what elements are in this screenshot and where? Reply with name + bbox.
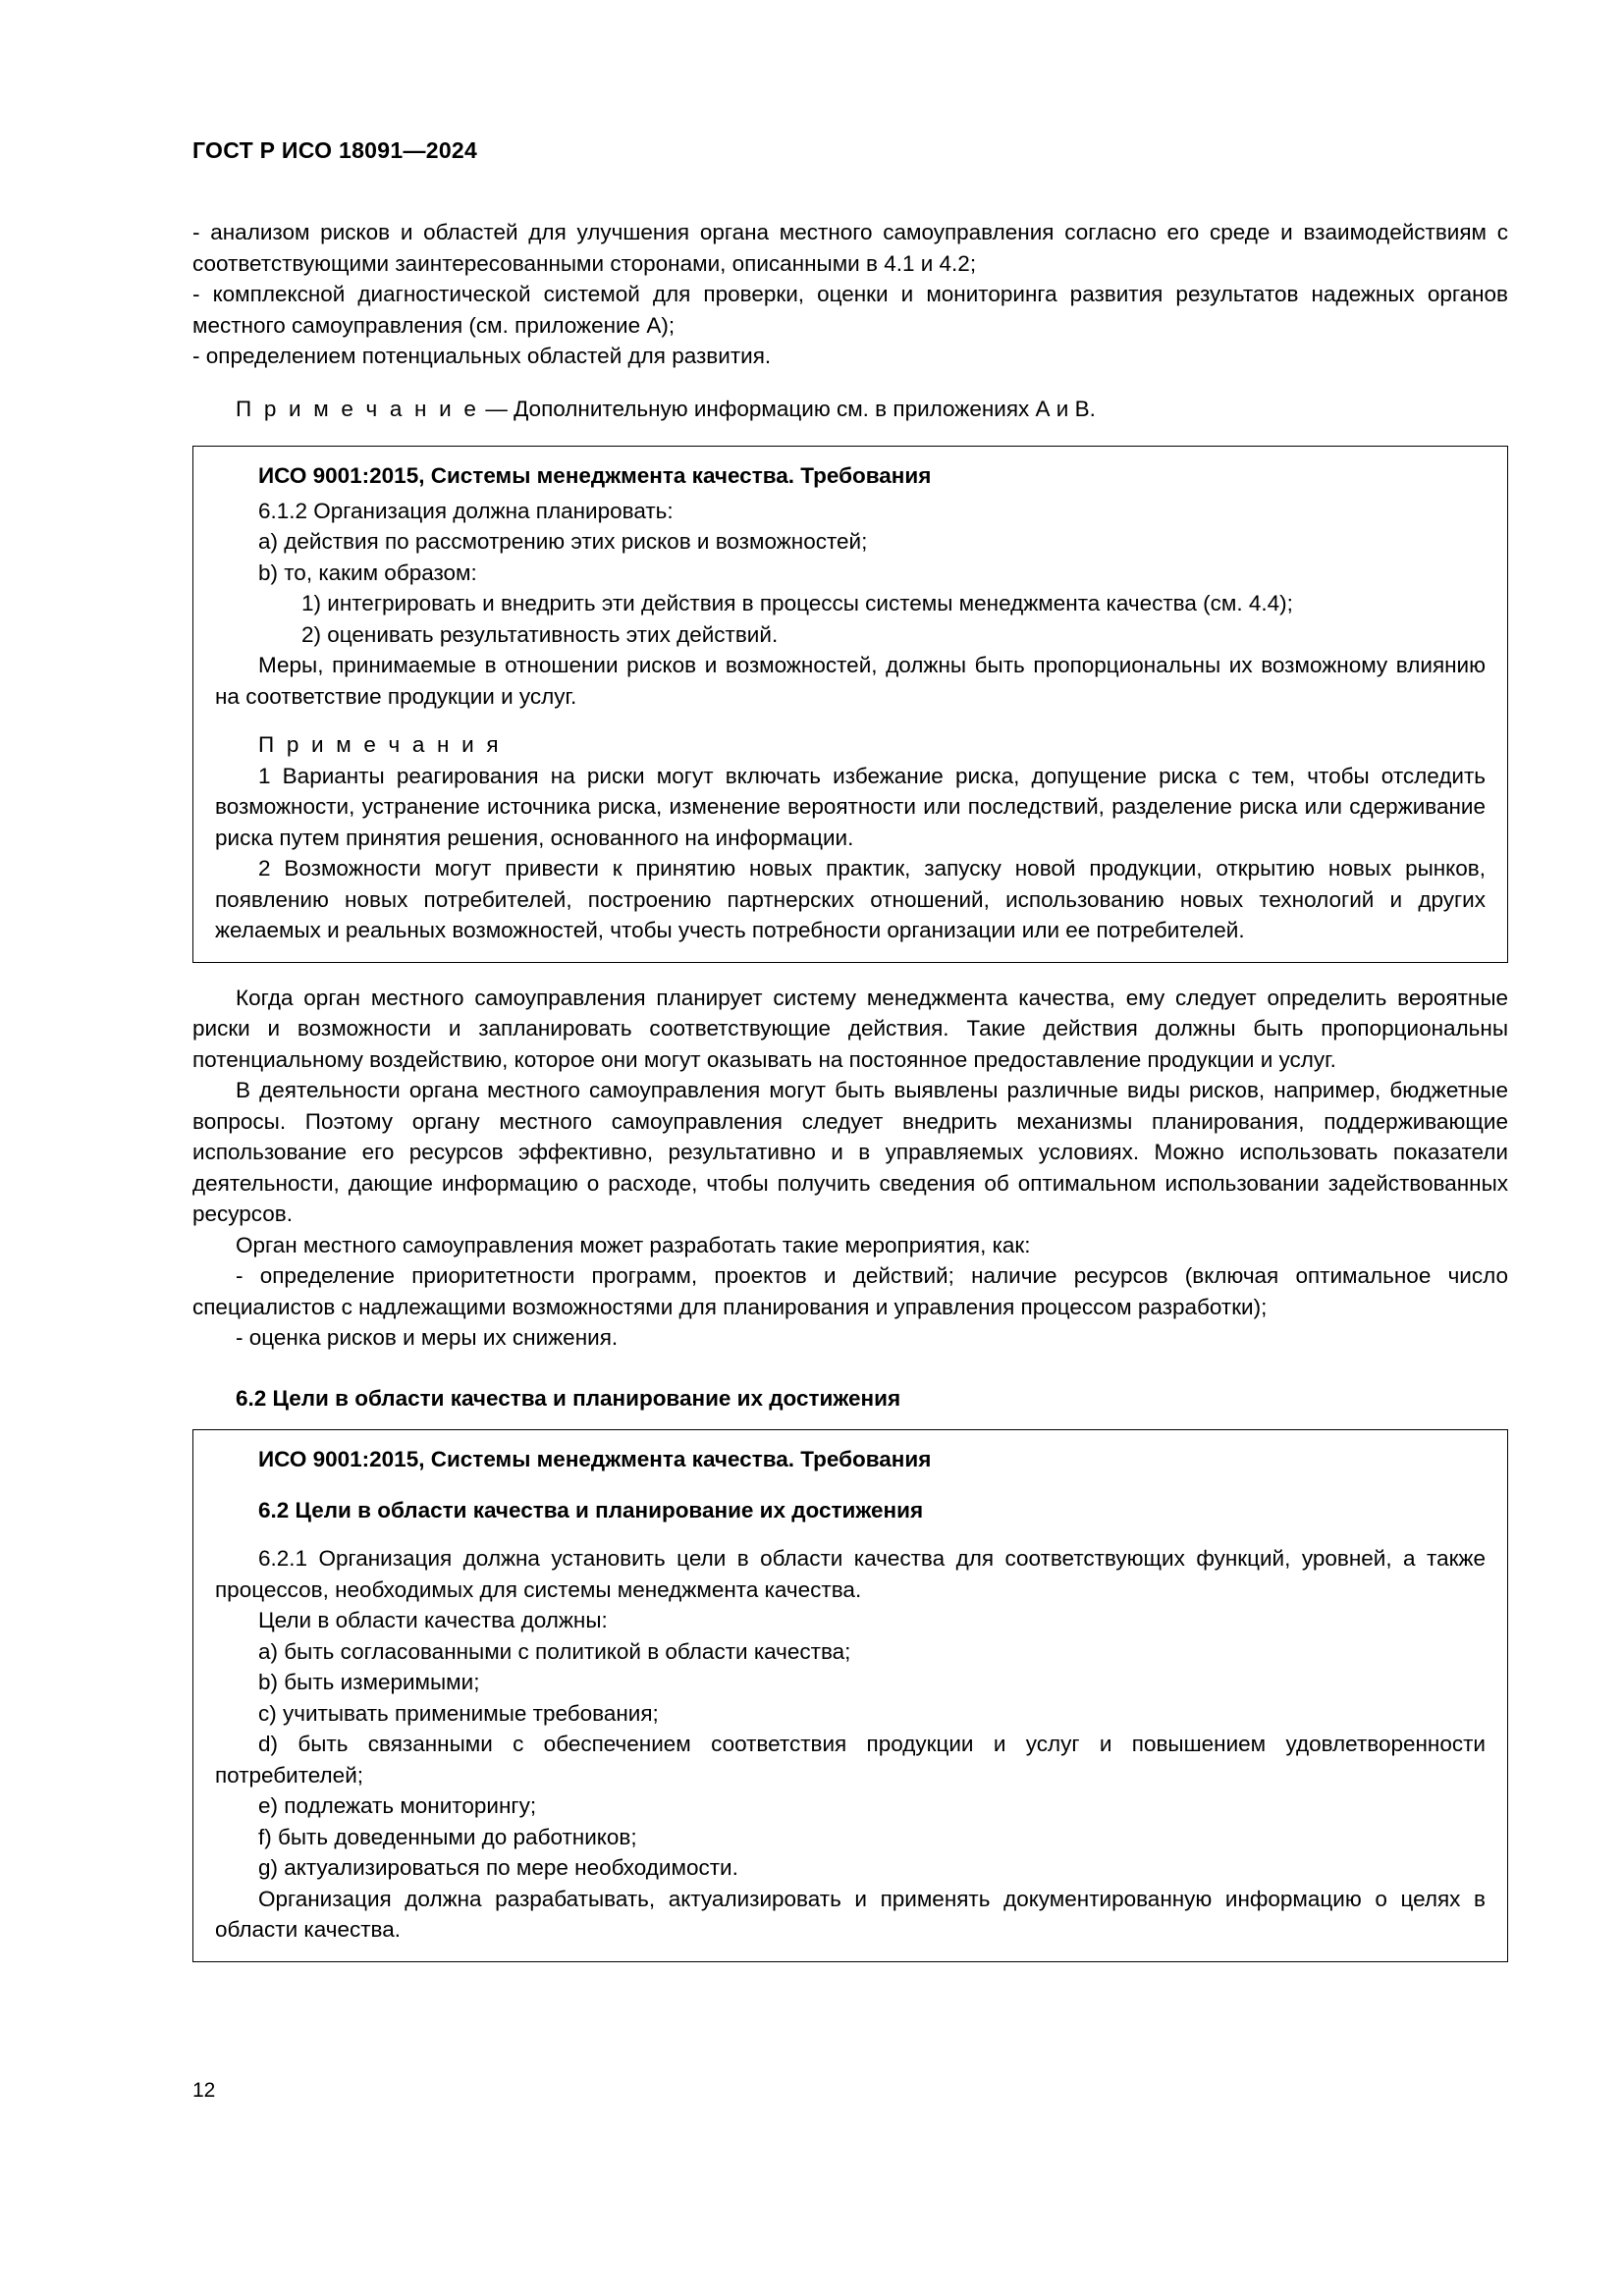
box1-line-1: a) действия по рассмотрению этих рисков и возможностей; bbox=[258, 529, 868, 554]
body-para-2: В деятельности органа местного самоуправления могут быть выявлены различные виды рисков, например, бюджетные вопросы. Поэтому органу местного самоуправления следует внедрить механизмы планирования, поддерживающие использование его ресурсов эффективно, результативно и в управляемых условиях. Можно использовать показатели деятельности, дающие информацию о расходе, чтобы получить сведения об оптимальном использовании задействованных ресурсов. bbox=[192, 1078, 1508, 1226]
box2-line-9: Организация должна разрабатывать, актуализировать и применять документированную информацию о целях в области качества. bbox=[215, 1886, 1486, 1942]
intro-note bbox=[192, 394, 1508, 425]
box1-notes-label: П р и м е ч а н и я bbox=[258, 732, 502, 757]
iso-quote-box-2 bbox=[192, 1429, 1508, 1962]
box1-line-5: Меры, принимаемые в отношении рисков и возможностей, должны быть пропорциональны их возможному влиянию на соответствие продукции и услуг. bbox=[215, 653, 1486, 709]
box2-line-6: e) подлежать мониторингу; bbox=[258, 1793, 537, 1818]
box1-note-2: 2 Возможности могут привести к принятию новых практик, запуску новой продукции, открытию новых рынков, появлению новых потребителей, построению партнерских отношений, использованию новых технологий и других желаемых и реальных возможностей, чтобы учесть потребности организации или ее потребителей. bbox=[215, 856, 1486, 942]
intro-block bbox=[192, 217, 1508, 372]
box1-line-3: 1) интегрировать и внедрить эти действия в процессы системы менеджмента качества (см. 4.4); bbox=[301, 591, 1293, 615]
box2-line-3: b) быть измеримыми; bbox=[258, 1670, 480, 1694]
box2-line-2: a) быть согласованными с политикой в области качества; bbox=[258, 1638, 851, 1664]
box2-subtitle: 6.2 Цели в области качества и планирование их достижения bbox=[258, 1497, 924, 1522]
box1-title: ИСО 9001:2015, Системы менеджмента качества. Требования bbox=[258, 463, 932, 488]
page-content bbox=[192, 137, 1508, 1982]
note-text: — Дополнительную информацию см. в приложениях А и В. bbox=[485, 396, 1096, 421]
intro-bullet-2: - комплексной диагностической системой для проверки, оценки и мониторинга развития результатов надежных органов местного самоуправления (см. приложение А); bbox=[192, 282, 1508, 338]
box2-line-5: d) быть связанными с обеспечением соответствия продукции и услуг и повышением удовлетворенности потребителей; bbox=[215, 1732, 1486, 1788]
section-heading-6-2: 6.2 Цели в области качества и планирование их достижения bbox=[236, 1385, 901, 1411]
body-para-3: Орган местного самоуправления может разработать такие мероприятия, как: bbox=[236, 1232, 1031, 1257]
body-para-4: - определение приоритетности программ, проектов и действий; наличие ресурсов (включая оптимальное число специалистов с надлежащими возможностями для планирования и управления процессом разработки); bbox=[192, 1263, 1508, 1319]
box2-line-1: Цели в области качества должны: bbox=[258, 1608, 608, 1632]
iso-quote-box-1 bbox=[192, 446, 1508, 963]
intro-bullet-3: - определением потенциальных областей для развития. bbox=[192, 344, 772, 368]
body-para-1: Когда орган местного самоуправления планирует систему менеджмента качества, ему следует определить вероятные риски и возможности и запланировать соответствующие действия. Такие действия должны быть пропорциональны потенциальному воздействию, которое они могут оказывать на постоянное предоставление продукции и услуг. bbox=[192, 985, 1508, 1072]
body-para-5: - оценка рисков и меры их снижения. bbox=[236, 1325, 619, 1350]
document-header: ГОСТ Р ИСО 18091—2024 bbox=[192, 137, 478, 163]
box2-line-7: f) быть доведенными до работников; bbox=[258, 1824, 637, 1849]
box1-note-1: 1 Варианты реагирования на риски могут включать избежание риска, допущение риска с тем, чтобы отследить возможности, устранение источника риска, изменение вероятности или последствий, разделение риска или сдерживание риска путем принятия решения, основанного на информации. bbox=[215, 763, 1486, 850]
note-label: П р и м е ч а н и е bbox=[236, 396, 480, 421]
box1-line-0: 6.1.2 Организация должна планировать: bbox=[258, 498, 674, 523]
box1-line-2: b) то, каким образом: bbox=[258, 560, 477, 585]
box2-line-0: 6.2.1 Организация должна установить цели в области качества для соответствующих функций, уровней, а также процессов, необходимых для системы менеджмента качества. bbox=[215, 1546, 1486, 1602]
page-number: 12 bbox=[192, 2079, 216, 2102]
box2-line-4: c) учитывать применимые требования; bbox=[258, 1700, 659, 1726]
box2-title: ИСО 9001:2015, Системы менеджмента качества. Требования bbox=[258, 1447, 932, 1471]
body-block bbox=[192, 983, 1508, 1354]
box2-line-8: g) актуализироваться по мере необходимости. bbox=[258, 1855, 738, 1880]
box1-line-4: 2) оценивать результативность этих действий. bbox=[301, 621, 779, 647]
intro-bullet-1: - анализом рисков и областей для улучшения органа местного самоуправления согласно его среде и взаимодействиям с соответствующими заинтересованными сторонами, описанными в 4.1 и 4.2; bbox=[192, 220, 1508, 276]
